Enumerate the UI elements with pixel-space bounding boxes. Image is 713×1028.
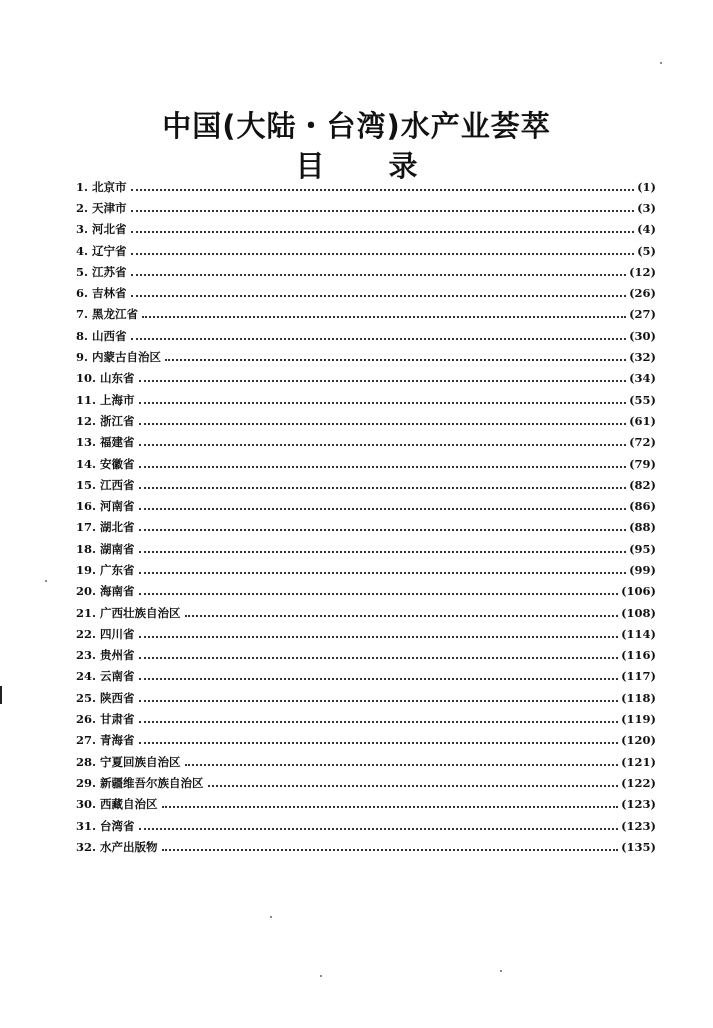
toc-entry-label: 4. 辽宁省 bbox=[76, 243, 127, 258]
dot-leader bbox=[139, 721, 619, 723]
toc-entry-page: (120) bbox=[621, 733, 656, 748]
toc-entry bbox=[76, 453, 656, 474]
toc-entry bbox=[76, 219, 656, 240]
toc-entry-label: 26. 甘肃省 bbox=[76, 712, 135, 727]
toc-entry-page: (121) bbox=[621, 754, 656, 769]
toc-entry bbox=[76, 517, 656, 538]
dot-leader bbox=[131, 253, 635, 255]
toc-entry-label: 21. 广西壮族自治区 bbox=[76, 605, 181, 620]
toc-heading-char-1: 目 bbox=[295, 149, 325, 183]
dot-leader bbox=[139, 487, 627, 489]
scan-speck bbox=[270, 916, 272, 918]
dot-leader bbox=[139, 742, 619, 744]
toc-entry-page: (116) bbox=[621, 648, 656, 663]
dot-leader bbox=[131, 231, 635, 233]
toc-entry-page: (99) bbox=[629, 562, 656, 577]
toc-entry-label: 1. 北京市 bbox=[76, 179, 127, 194]
scan-speck bbox=[45, 580, 47, 582]
toc-entry-page: (119) bbox=[621, 712, 656, 727]
dot-leader bbox=[142, 316, 626, 318]
toc-entry-label: 9. 内蒙古自治区 bbox=[76, 350, 162, 365]
toc-entry bbox=[76, 602, 656, 623]
toc-entry-page: (123) bbox=[621, 797, 656, 812]
dot-leader bbox=[165, 359, 626, 361]
toc-entry bbox=[76, 176, 656, 197]
toc-entry-label: 22. 四川省 bbox=[76, 626, 135, 641]
toc-entry-label: 3. 河北省 bbox=[76, 222, 127, 237]
toc-entry bbox=[76, 772, 656, 793]
toc-entry-page: (114) bbox=[621, 626, 656, 641]
toc-entry bbox=[76, 197, 656, 218]
toc-entry-label: 15. 江西省 bbox=[76, 477, 135, 492]
toc-entry-label: 13. 福建省 bbox=[76, 435, 135, 450]
dot-leader bbox=[139, 508, 627, 510]
toc-entry-label: 18. 湖南省 bbox=[76, 541, 135, 556]
toc-entry-page: (30) bbox=[629, 328, 656, 343]
toc-entry bbox=[76, 538, 656, 559]
scan-speck bbox=[660, 62, 662, 64]
dot-leader bbox=[139, 700, 619, 702]
toc-entry-label: 24. 云南省 bbox=[76, 669, 135, 684]
dot-leader bbox=[208, 785, 619, 787]
toc-entry-label: 23. 贵州省 bbox=[76, 648, 135, 663]
toc-entry-page: (12) bbox=[629, 264, 656, 279]
toc-entry-label: 30. 西藏自治区 bbox=[76, 797, 158, 812]
toc-entry-page: (1) bbox=[637, 179, 656, 194]
dot-leader bbox=[131, 210, 635, 212]
toc-entry-label: 32. 水产出版物 bbox=[76, 839, 158, 854]
toc-entry-page: (95) bbox=[629, 541, 656, 556]
toc-entry-label: 7. 黑龙江省 bbox=[76, 307, 139, 322]
toc-entry bbox=[76, 794, 656, 815]
dot-leader bbox=[139, 593, 619, 595]
toc-entry-label: 12. 浙江省 bbox=[76, 413, 135, 428]
toc-entry bbox=[76, 282, 656, 303]
dot-leader bbox=[185, 615, 619, 617]
toc-entry-page: (5) bbox=[637, 243, 656, 258]
toc-entry-label: 17. 湖北省 bbox=[76, 520, 135, 535]
toc-entry-label: 14. 安徽省 bbox=[76, 456, 135, 471]
toc-entry-page: (34) bbox=[629, 371, 656, 386]
toc-entry-page: (55) bbox=[629, 392, 656, 407]
toc-entry bbox=[76, 559, 656, 580]
toc-entry bbox=[76, 666, 656, 687]
dot-leader bbox=[139, 551, 627, 553]
toc-entry bbox=[76, 474, 656, 495]
dot-leader bbox=[139, 678, 619, 680]
toc-entry-page: (61) bbox=[629, 413, 656, 428]
toc-entry-page: (135) bbox=[621, 839, 656, 854]
dot-leader bbox=[131, 338, 627, 340]
toc-entry-label: 2. 天津市 bbox=[76, 200, 127, 215]
dot-leader bbox=[185, 764, 619, 766]
toc-entry-label: 28. 宁夏回族自治区 bbox=[76, 754, 181, 769]
toc-heading-char-2: 录 bbox=[388, 149, 418, 183]
dot-leader bbox=[131, 295, 627, 297]
table-of-contents bbox=[76, 176, 656, 858]
toc-entry bbox=[76, 389, 656, 410]
toc-entry-page: (118) bbox=[621, 690, 656, 705]
dot-leader bbox=[139, 657, 619, 659]
toc-entry-page: (123) bbox=[621, 818, 656, 833]
toc-entry bbox=[76, 495, 656, 516]
toc-entry bbox=[76, 346, 656, 367]
dot-leader bbox=[139, 423, 627, 425]
toc-entry-label: 27. 青海省 bbox=[76, 733, 135, 748]
toc-entry bbox=[76, 708, 656, 729]
dot-leader bbox=[131, 189, 635, 191]
toc-entry-label: 10. 山东省 bbox=[76, 371, 135, 386]
toc-entry-label: 6. 吉林省 bbox=[76, 286, 127, 301]
toc-entry-page: (3) bbox=[637, 200, 656, 215]
toc-entry-label: 5. 江苏省 bbox=[76, 264, 127, 279]
toc-entry-page: (122) bbox=[621, 775, 656, 790]
toc-entry-label: 20. 海南省 bbox=[76, 584, 135, 599]
toc-entry bbox=[76, 240, 656, 261]
toc-entry bbox=[76, 368, 656, 389]
toc-entry-label: 31. 台湾省 bbox=[76, 818, 135, 833]
toc-entry-label: 11. 上海市 bbox=[76, 392, 135, 407]
toc-entry bbox=[76, 645, 656, 666]
toc-entry bbox=[76, 304, 656, 325]
dot-leader bbox=[162, 806, 619, 808]
toc-entry-page: (86) bbox=[629, 499, 656, 514]
toc-entry-label: 25. 陕西省 bbox=[76, 690, 135, 705]
scan-speck bbox=[500, 970, 502, 972]
toc-entry bbox=[76, 751, 656, 772]
dot-leader bbox=[139, 828, 619, 830]
scan-speck bbox=[320, 975, 322, 977]
toc-entry-page: (117) bbox=[621, 669, 656, 684]
document-title: 中国(大陆・台湾)水产业荟萃 bbox=[162, 109, 551, 143]
toc-entry bbox=[76, 325, 656, 346]
toc-entry-page: (26) bbox=[629, 286, 656, 301]
toc-entry-label: 29. 新疆维吾尔族自治区 bbox=[76, 775, 204, 790]
toc-entry bbox=[76, 261, 656, 282]
dot-leader bbox=[131, 274, 627, 276]
toc-entry-label: 19. 广东省 bbox=[76, 562, 135, 577]
toc-entry bbox=[76, 623, 656, 644]
toc-entry bbox=[76, 730, 656, 751]
toc-entry-page: (108) bbox=[621, 605, 656, 620]
dot-leader bbox=[139, 402, 627, 404]
toc-entry-label: 16. 河南省 bbox=[76, 499, 135, 514]
scan-edge-mark bbox=[0, 686, 2, 704]
toc-entry-page: (27) bbox=[629, 307, 656, 322]
toc-entry-page: (4) bbox=[637, 222, 656, 237]
toc-entry-page: (88) bbox=[629, 520, 656, 535]
dot-leader bbox=[162, 849, 619, 851]
toc-entry bbox=[76, 687, 656, 708]
toc-entry bbox=[76, 836, 656, 857]
toc-entry-label: 8. 山西省 bbox=[76, 328, 127, 343]
toc-entry bbox=[76, 410, 656, 431]
toc-entry bbox=[76, 815, 656, 836]
toc-entry bbox=[76, 432, 656, 453]
dot-leader bbox=[139, 466, 627, 468]
toc-entry-page: (106) bbox=[621, 584, 656, 599]
dot-leader bbox=[139, 444, 627, 446]
toc-entry bbox=[76, 581, 656, 602]
toc-entry-page: (32) bbox=[629, 350, 656, 365]
toc-entry-page: (82) bbox=[629, 477, 656, 492]
toc-entry-page: (72) bbox=[629, 435, 656, 450]
dot-leader bbox=[139, 529, 627, 531]
dot-leader bbox=[139, 380, 627, 382]
toc-entry-page: (79) bbox=[629, 456, 656, 471]
dot-leader bbox=[139, 572, 627, 574]
dot-leader bbox=[139, 636, 619, 638]
